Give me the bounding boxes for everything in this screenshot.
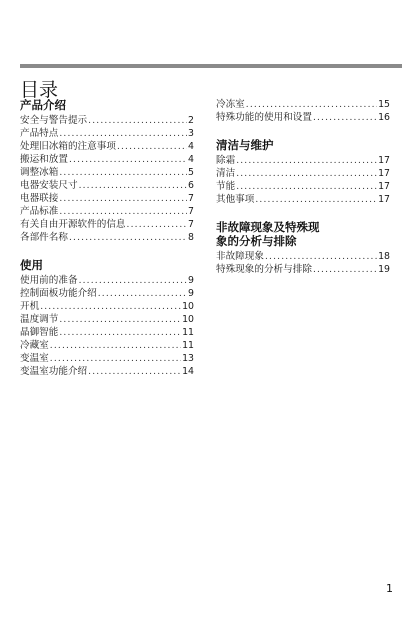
dot-leader xyxy=(50,340,181,353)
toc-entry-page: 2 xyxy=(188,115,194,126)
toc-entry-label: 晶御智能 xyxy=(20,327,59,338)
toc-entry[interactable] xyxy=(20,205,194,218)
toc-entry-label: 安全与警告提示 xyxy=(20,115,88,126)
toc-entry-page: 10 xyxy=(182,301,194,312)
toc-entry-label: 控制面板功能介绍 xyxy=(20,288,97,299)
dot-leader xyxy=(88,366,181,379)
toc-entry-label: 处理旧冰箱的注意事项 xyxy=(20,141,116,152)
section-heading xyxy=(20,258,194,272)
toc-entry[interactable] xyxy=(20,192,194,205)
toc-entry-label: 使用前的准备 xyxy=(20,275,78,286)
toc-entry-label: 冷藏室 xyxy=(20,340,49,351)
toc-entry[interactable] xyxy=(216,154,390,167)
section-heading xyxy=(20,98,194,112)
toc-entry-page: 9 xyxy=(188,288,194,299)
toc-entry-label: 有关自由开源软件的信息 xyxy=(20,219,126,230)
dot-leader xyxy=(59,314,181,327)
toc-entry-page: 11 xyxy=(182,340,194,351)
dot-leader xyxy=(88,115,187,128)
dot-leader xyxy=(79,180,187,193)
toc-entry-label: 产品特点 xyxy=(20,128,59,139)
section-heading-line: 清洁与维护 xyxy=(216,138,274,152)
toc-entry-label: 产品标准 xyxy=(20,206,59,217)
toc-entry[interactable] xyxy=(216,250,390,263)
dot-leader xyxy=(98,288,187,301)
dot-leader xyxy=(40,301,181,314)
dot-leader xyxy=(236,181,377,194)
toc-entry-label: 除霜 xyxy=(216,155,236,166)
toc-entry-label: 电器安装尺寸 xyxy=(20,180,78,191)
toc-entry[interactable] xyxy=(20,114,194,127)
left-section xyxy=(20,98,194,244)
toc-entry[interactable] xyxy=(216,111,390,124)
toc-entry-page: 16 xyxy=(378,112,390,123)
toc-entry[interactable] xyxy=(20,153,194,166)
toc-entry[interactable] xyxy=(20,140,194,153)
section-heading-line: 非故障现象及特殊现 xyxy=(216,220,320,234)
toc-entry-page: 11 xyxy=(182,327,194,338)
toc-entry-page: 8 xyxy=(188,232,194,243)
toc-entry-label: 冷冻室 xyxy=(216,99,245,110)
toc-entry[interactable] xyxy=(20,313,194,326)
toc-entry-page: 19 xyxy=(378,264,390,275)
toc-entry-page: 4 xyxy=(188,154,194,165)
dot-leader xyxy=(313,264,377,277)
dot-leader xyxy=(255,194,377,207)
toc-entry-label: 特殊功能的使用和设置 xyxy=(216,112,312,123)
toc-entry-label: 调整冰箱 xyxy=(20,167,59,178)
toc-entry-label: 搬运和放置 xyxy=(20,154,68,165)
toc-entry-page: 17 xyxy=(378,168,390,179)
toc-entry-page: 17 xyxy=(378,155,390,166)
toc-entry-label: 变温室功能介绍 xyxy=(20,366,88,377)
toc-entry-page: 9 xyxy=(188,275,194,286)
toc-entry-label: 开机 xyxy=(20,301,40,312)
toc-entry-page: 7 xyxy=(188,206,194,217)
right-section xyxy=(216,138,390,206)
toc-entry-page: 10 xyxy=(182,314,194,325)
toc-entry[interactable] xyxy=(20,326,194,339)
toc-entry[interactable] xyxy=(20,231,194,244)
toc-entry-label: 电器联接 xyxy=(20,193,59,204)
toc-right-column xyxy=(216,98,390,290)
section-heading xyxy=(216,138,390,152)
section-heading-line: 产品介绍 xyxy=(20,98,66,112)
dot-leader xyxy=(59,167,187,180)
toc-entry[interactable] xyxy=(20,166,194,179)
toc-entry[interactable] xyxy=(20,179,194,192)
toc-entry[interactable] xyxy=(20,127,194,140)
top-divider-rule xyxy=(20,64,402,68)
toc-entry-page: 15 xyxy=(378,99,390,110)
dot-leader xyxy=(69,232,187,245)
dot-leader xyxy=(313,112,377,125)
right-section xyxy=(216,220,390,276)
toc-entry[interactable] xyxy=(20,274,194,287)
right-section xyxy=(216,98,390,124)
toc-entry[interactable] xyxy=(20,218,194,231)
toc-entry[interactable] xyxy=(20,287,194,300)
dot-leader xyxy=(59,193,187,206)
toc-entry-page: 7 xyxy=(188,219,194,230)
toc-entry[interactable] xyxy=(20,352,194,365)
toc-entry-label: 各部件名称 xyxy=(20,232,68,243)
toc-entry[interactable] xyxy=(216,98,390,111)
toc-entry-label: 特殊现象的分析与排除 xyxy=(216,264,312,275)
toc-entry[interactable] xyxy=(216,193,390,206)
page-title: 目录 xyxy=(20,79,59,101)
toc-entry-page: 3 xyxy=(188,128,194,139)
dot-leader xyxy=(117,141,187,154)
toc-entry-page: 6 xyxy=(188,180,194,191)
toc-entry-page: 14 xyxy=(182,366,194,377)
toc-entry[interactable] xyxy=(20,339,194,352)
toc-entry-label: 非故障现象 xyxy=(216,251,264,262)
section-heading-line: 象的分析与排除 xyxy=(216,234,297,248)
section-heading xyxy=(216,220,390,248)
dot-leader xyxy=(236,168,377,181)
dot-leader xyxy=(236,155,377,168)
page-number: 1 xyxy=(386,582,393,595)
toc-entry-label: 清洁 xyxy=(216,168,236,179)
toc-entry[interactable] xyxy=(216,263,390,276)
toc-entry-label: 节能 xyxy=(216,181,236,192)
toc-entry-page: 7 xyxy=(188,193,194,204)
left-section xyxy=(20,258,194,378)
dot-leader xyxy=(69,154,187,167)
toc-entry-page: 5 xyxy=(188,167,194,178)
dot-leader xyxy=(59,327,181,340)
toc-entry[interactable] xyxy=(20,300,194,313)
toc-entry-page: 18 xyxy=(378,251,390,262)
toc-entry[interactable] xyxy=(20,365,194,378)
toc-left-column xyxy=(20,98,194,392)
toc-entry-page: 13 xyxy=(182,353,194,364)
toc-entry-label: 其他事项 xyxy=(216,194,255,205)
toc-entry-page: 17 xyxy=(378,194,390,205)
section-heading-line: 使用 xyxy=(20,258,43,272)
dot-leader xyxy=(127,219,188,232)
toc-entry-label: 温度调节 xyxy=(20,314,59,325)
toc-entry[interactable] xyxy=(216,180,390,193)
toc-entry-page: 17 xyxy=(378,181,390,192)
toc-entry-page: 4 xyxy=(188,141,194,152)
toc-entry-label: 变温室 xyxy=(20,353,49,364)
toc-entry[interactable] xyxy=(216,167,390,180)
